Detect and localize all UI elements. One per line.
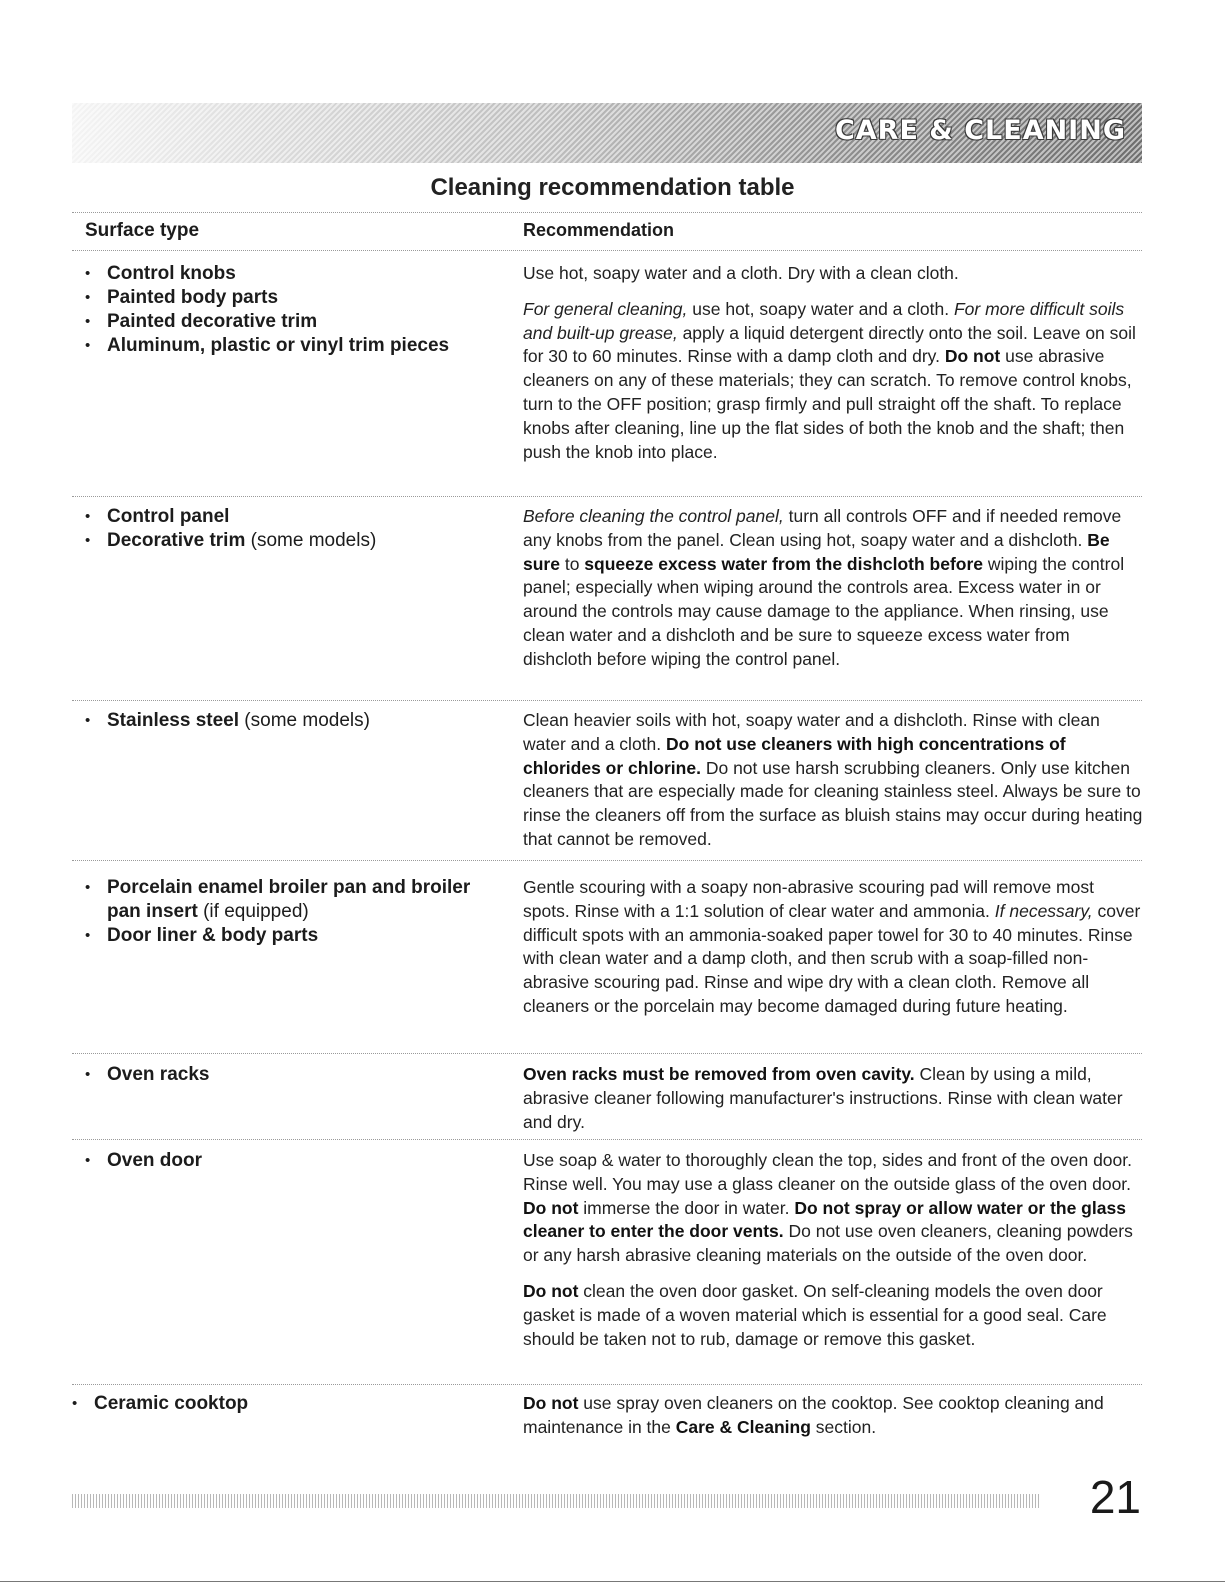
surface-type-cell — [85, 262, 505, 358]
row-divider — [72, 700, 1142, 701]
bullet-icon: • — [85, 879, 91, 896]
surface-item — [85, 334, 505, 358]
bullet-icon: • — [85, 1152, 91, 1169]
surface-label: Control knobs — [107, 263, 236, 284]
section-title: CARE & CLEANING — [834, 115, 1126, 146]
surface-type-cell — [85, 1063, 505, 1087]
row-divider — [72, 1053, 1142, 1054]
recommendation-paragraph: Use hot, soapy water and a cloth. Dry with a clean cloth. — [523, 263, 959, 283]
bullet-icon: • — [85, 1066, 91, 1083]
section-banner — [72, 103, 1142, 163]
bullet-icon: • — [85, 313, 91, 330]
recommendation-paragraph: For general cleaning, use hot, soapy water and a cloth. For more difficult soils and built-up grease, apply a liquid detergent directly onto the soil. Leave on soil for 30 to 60 minutes. Rinse with a damp cloth and dry. Do not use abrasive cleaners on any of these materials; they can scratch. To remove control knobs, turn to the OFF position; grasp firmly and pull straight off the shaft. To replace knobs after cleaning, line up the flat sides of both the knob and the shaft; then push the knob into place. — [523, 298, 1136, 462]
surface-item — [85, 924, 505, 948]
surface-item — [85, 286, 505, 310]
bullet-icon: • — [85, 532, 91, 549]
recommendation-cell — [523, 505, 1143, 672]
recommendation-paragraph: Before cleaning the control panel, turn all controls OFF and if needed remove any knobs from the panel. Clean using hot, soapy water and a dishcloth. Be sure to squeeze excess water from the dishcloth before wiping the control panel; especially when wiping around the controls area. Excess water in or around the controls may cause damage to the appliance. When rinsing, use clean water and a dishcloth and be sure to squeeze excess water from dishcloth before wiping the control panel. — [523, 506, 1125, 669]
surface-type-cell — [85, 709, 505, 733]
surface-item — [85, 1149, 505, 1173]
footer-pattern — [72, 1494, 1040, 1508]
page-bottom-edge — [0, 1581, 1225, 1582]
bullet-icon: • — [85, 508, 91, 525]
recommendation-cell — [523, 1063, 1143, 1134]
surface-item — [85, 529, 505, 553]
surface-type-cell — [85, 1149, 505, 1173]
surface-item — [85, 310, 505, 334]
surface-label: Control panel — [107, 506, 230, 527]
surface-label: Painted body parts — [107, 287, 279, 308]
recommendation-cell — [523, 876, 1143, 1019]
header-recommendation: Recommendation — [523, 220, 675, 240]
recommendation-cell — [523, 262, 1143, 464]
recommendation-cell — [523, 709, 1143, 852]
bullet-icon: • — [85, 265, 91, 282]
surface-label: Porcelain enamel broiler pan and broiler pan insert (if equipped) — [107, 877, 471, 922]
surface-item — [72, 1392, 492, 1416]
surface-item — [85, 1063, 505, 1087]
bullet-icon: • — [85, 712, 91, 729]
surface-type-cell — [85, 505, 505, 553]
surface-label: Oven racks — [107, 1064, 210, 1085]
surface-item — [85, 262, 505, 286]
recommendation-paragraph: Clean heavier soils with hot, soapy water and a dishcloth. Rinse with clean water and a cloth. Do not use cleaners with high concentrations of chlorides or chlorine. Do not use harsh scrubbing cleaners. Only use kitchen cleaners that are especially made for cleaning stainless steel. Always be sure to rinse the cleaners off from the surface as bluish stains may occur during heating that cannot be removed. — [523, 710, 1143, 849]
recommendation-cell — [523, 1149, 1143, 1351]
recommendation-paragraph: Oven racks must be removed from oven cavity. Clean by using a mild, abrasive cleaner following manufacturer's instructions. Rinse with clean water and dry. — [523, 1064, 1123, 1132]
row-divider — [72, 1139, 1142, 1140]
row-divider — [72, 1384, 1142, 1385]
surface-type-cell — [85, 876, 505, 948]
rule-header — [72, 250, 1142, 251]
bullet-icon: • — [72, 1395, 78, 1412]
recommendation-cell — [523, 1392, 1143, 1440]
recommendation-paragraph: Do not clean the oven door gasket. On self-cleaning models the oven door gasket is made of a woven material which is essential for a good seal. Care should be taken not to rub, damage or remove this gasket. — [523, 1280, 1107, 1349]
surface-label: Stainless steel (some models) — [107, 710, 370, 731]
surface-type-cell — [72, 1392, 492, 1416]
table-title: Cleaning recommendation table — [430, 174, 795, 201]
page-number: 21 — [1089, 1471, 1141, 1523]
surface-label: Painted decorative trim — [107, 311, 318, 332]
surface-item — [85, 876, 505, 924]
surface-item — [85, 505, 505, 529]
surface-label: Door liner & body parts — [107, 925, 319, 946]
recommendation-paragraph: Do not use spray oven cleaners on the cooktop. See cooktop cleaning and maintenance in the Care & Cleaning section. — [523, 1393, 1104, 1437]
row-divider — [72, 496, 1142, 497]
bullet-icon: • — [85, 289, 91, 306]
row-divider — [72, 860, 1142, 861]
rule-top — [72, 212, 1142, 213]
surface-label: Oven door — [107, 1150, 203, 1171]
surface-item — [85, 709, 505, 733]
surface-label: Aluminum, plastic or vinyl trim pieces — [107, 335, 450, 356]
recommendation-paragraph: Gentle scouring with a soapy non-abrasive scouring pad will remove most spots. Rinse with a 1:1 solution of clear water and ammonia. If necessary, cover difficult spots with an ammonia-soaked paper towel for 30 to 40 minutes. Rinse with clean water and a damp cloth, and then scrub with a soap-filled non-abrasive scouring pad. Rinse and wipe dry with a clean cloth. Remove all cleaners or the porcelain may become damaged during future heating. — [523, 877, 1141, 1016]
recommendation-paragraph: Use soap & water to thoroughly clean the top, sides and front of the oven door. Rinse well. You may use a glass cleaner on the outside glass of the oven door. Do not immerse the door in water. Do not spray or allow water or the glass cleaner to enter the door vents. Do not use oven cleaners, cleaning powders or any harsh abrasive cleaning materials on the outside of the oven door. — [523, 1150, 1133, 1266]
header-surface-type: Surface type — [85, 220, 200, 241]
bullet-icon: • — [85, 927, 91, 944]
surface-label: Decorative trim (some models) — [107, 530, 377, 551]
bullet-icon: • — [85, 337, 91, 354]
surface-label: Ceramic cooktop — [94, 1393, 249, 1414]
